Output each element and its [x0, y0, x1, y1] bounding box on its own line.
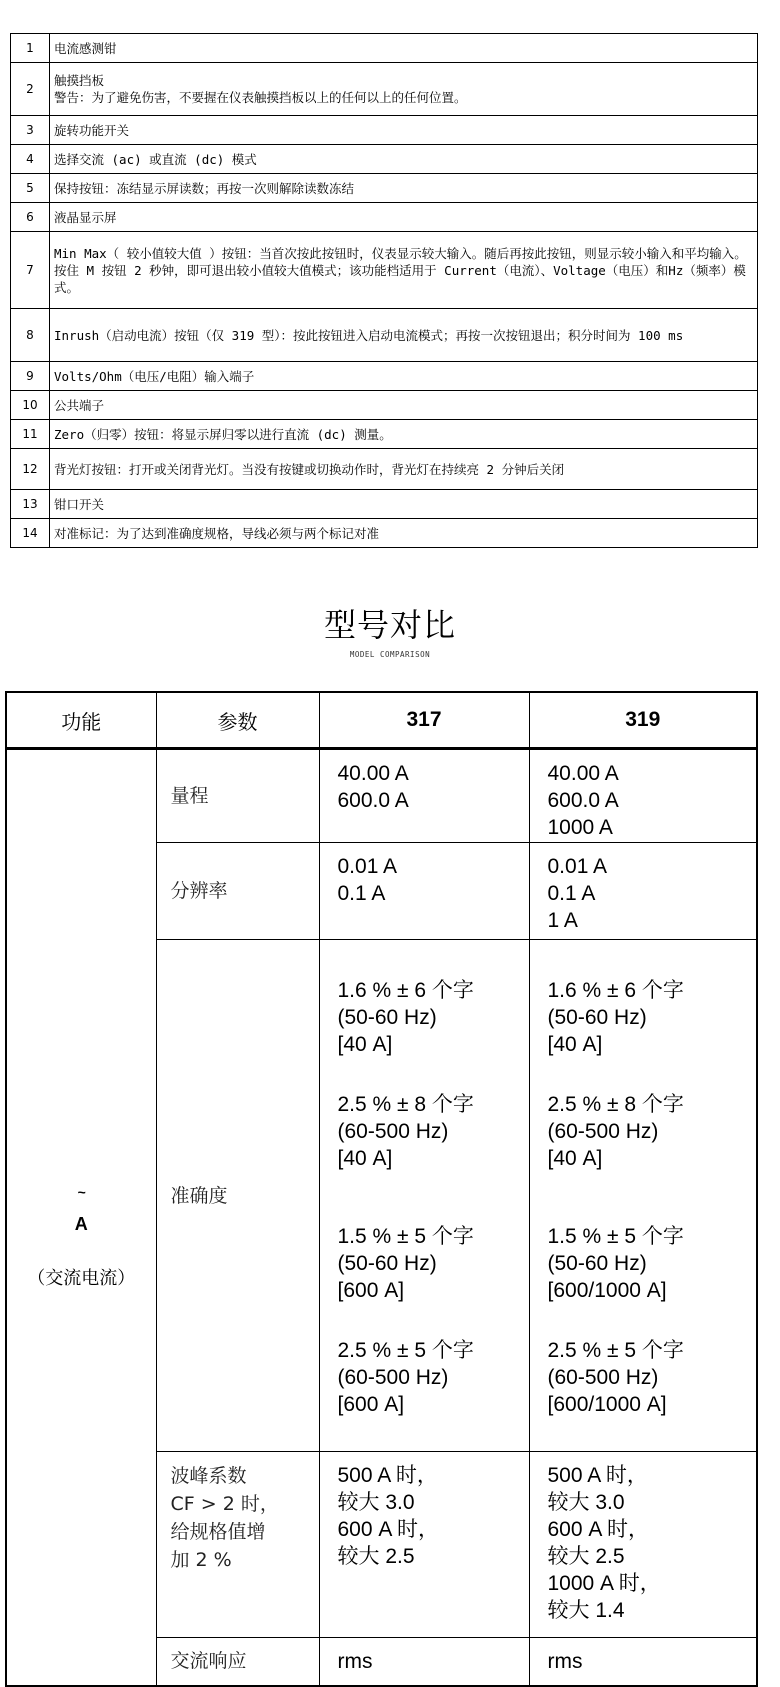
- range-317: 40.00 A 600.0 A: [319, 749, 529, 843]
- accuracy-317-item: 2.5 % ± 8 个字 (60-500 Hz) [40 A]: [337, 1093, 474, 1170]
- legend-row: [11, 309, 758, 362]
- legend-description: 背光灯按钮：打开或关闭背光灯。当没有按键或切换动作时，背光灯在持续亮 2 分钟后关闭: [50, 449, 758, 490]
- legend-row: [11, 449, 758, 490]
- legend-number: 5: [11, 174, 50, 203]
- header-function: 功能: [6, 692, 156, 749]
- comparison-header-row: [6, 692, 757, 749]
- accuracy-317: [319, 940, 529, 1452]
- param-ac-response: 交流响应: [156, 1638, 319, 1686]
- param-accuracy: 准确度: [156, 940, 319, 1452]
- ac-response-317: rms: [319, 1638, 529, 1686]
- legend-number: 1: [11, 34, 50, 63]
- legend-description: Volts/Ohm（电压/电阻）输入端子: [50, 362, 758, 391]
- legend-table: [10, 33, 758, 548]
- legend-row: [11, 362, 758, 391]
- legend-row: [11, 145, 758, 174]
- legend-row: [11, 391, 758, 420]
- legend-number: 14: [11, 519, 50, 548]
- accuracy-317-item: 1.6 % ± 6 个字 (50-60 Hz) [40 A]: [337, 979, 474, 1056]
- legend-description: Zero（归零）按钮：将显示屏归零以进行直流 (dc) 测量。: [50, 420, 758, 449]
- accuracy-319-item: 1.5 % ± 5 个字 (50-60 Hz) [600/1000 A]: [547, 1225, 684, 1302]
- crest-319: 500 A 时， 较大 3.0 600 A 时， 较大 2.5 1000 A 时， 较大 1.4: [529, 1452, 757, 1638]
- param-crest-factor: 波峰系数 CF > 2 时， 给规格值增 加 2 %: [156, 1452, 319, 1638]
- range-319: 40.00 A 600.0 A 1000 A: [529, 749, 757, 843]
- legend-description: 钳口开关: [50, 490, 758, 519]
- legend-description: 对准标记：为了达到准确度规格，导线必须与两个标记对准: [50, 519, 758, 548]
- crest-317: 500 A 时， 较大 3.0 600 A 时， 较大 2.5: [319, 1452, 529, 1638]
- legend-row: [11, 116, 758, 145]
- function-label: （交流电流）: [27, 1267, 136, 1289]
- header-parameter: 参数: [156, 692, 319, 749]
- function-ac-current: [6, 749, 156, 1686]
- legend-description: 液晶显示屏: [50, 203, 758, 232]
- header-model-319: 319: [529, 692, 757, 749]
- param-range: 量程: [156, 749, 319, 843]
- legend-number: 13: [11, 490, 50, 519]
- accuracy-319-item: 1.6 % ± 6 个字 (50-60 Hz) [40 A]: [547, 979, 684, 1056]
- legend-row: [11, 490, 758, 519]
- ac-current-icon: ~ A: [74, 1183, 88, 1234]
- resolution-319: 0.01 A 0.1 A 1 A: [529, 843, 757, 940]
- legend-number: 8: [11, 309, 50, 362]
- legend-description: 触摸挡板 警告：为了避免伤害，不要握在仪表触摸挡板以上的任何以上的任何位置。: [50, 63, 758, 116]
- param-resolution: 分辨率: [156, 843, 319, 940]
- legend-number: 7: [11, 232, 50, 309]
- accuracy-317-item: 2.5 % ± 5 个字 (60-500 Hz) [600 A]: [337, 1339, 474, 1416]
- model-comparison-table: [5, 691, 758, 1687]
- legend-row: [11, 203, 758, 232]
- legend-number: 12: [11, 449, 50, 490]
- legend-description: 旋转功能开关: [50, 116, 758, 145]
- legend-description: 电流感测钳: [50, 34, 758, 63]
- ac-response-319: rms: [529, 1638, 757, 1686]
- page-subtitle: MODEL COMPARISON: [349, 650, 431, 659]
- accuracy-317-item: 1.5 % ± 5 个字 (50-60 Hz) [600 A]: [337, 1225, 474, 1302]
- legend-row: [11, 174, 758, 203]
- resolution-317: 0.01 A 0.1 A: [319, 843, 529, 940]
- legend-number: 11: [11, 420, 50, 449]
- row-range: [6, 749, 757, 843]
- legend-row: [11, 34, 758, 63]
- legend-row: [11, 420, 758, 449]
- accuracy-319: [529, 940, 757, 1452]
- legend-number: 3: [11, 116, 50, 145]
- accuracy-319-item: 2.5 % ± 5 个字 (60-500 Hz) [600/1000 A]: [547, 1339, 684, 1416]
- legend-number: 6: [11, 203, 50, 232]
- legend-row: [11, 232, 758, 309]
- legend-row: [11, 519, 758, 548]
- legend-row: [11, 63, 758, 116]
- legend-number: 2: [11, 63, 50, 116]
- legend-number: 4: [11, 145, 50, 174]
- legend-description: Min Max（ 较小值较大值 ）按钮：当首次按此按钮时，仪表显示较大输入。随后再按此按钮，则显示较小输入和平均输入。按住 M 按钮 2 秒钟，即可退出较小值较大值模式；该功能档适用于 Current（电流）、Voltage（电压）和Hz（频率）模式。: [50, 232, 758, 309]
- page-title: 型号对比: [323, 606, 456, 644]
- legend-description: Inrush（启动电流）按钮（仅 319 型）：按此按钮进入启动电流模式；再按一次按钮退出；积分时间为 100 ms: [50, 309, 758, 362]
- legend-description: 选择交流 (ac) 或直流 (dc) 模式: [50, 145, 758, 174]
- legend-number: 9: [11, 362, 50, 391]
- legend-description: 保持按钮：冻结显示屏读数；再按一次则解除读数冻结: [50, 174, 758, 203]
- accuracy-319-item: 2.5 % ± 8 个字 (60-500 Hz) [40 A]: [547, 1093, 684, 1170]
- header-model-317: 317: [319, 692, 529, 749]
- legend-description: 公共端子: [50, 391, 758, 420]
- legend-number: 10: [11, 391, 50, 420]
